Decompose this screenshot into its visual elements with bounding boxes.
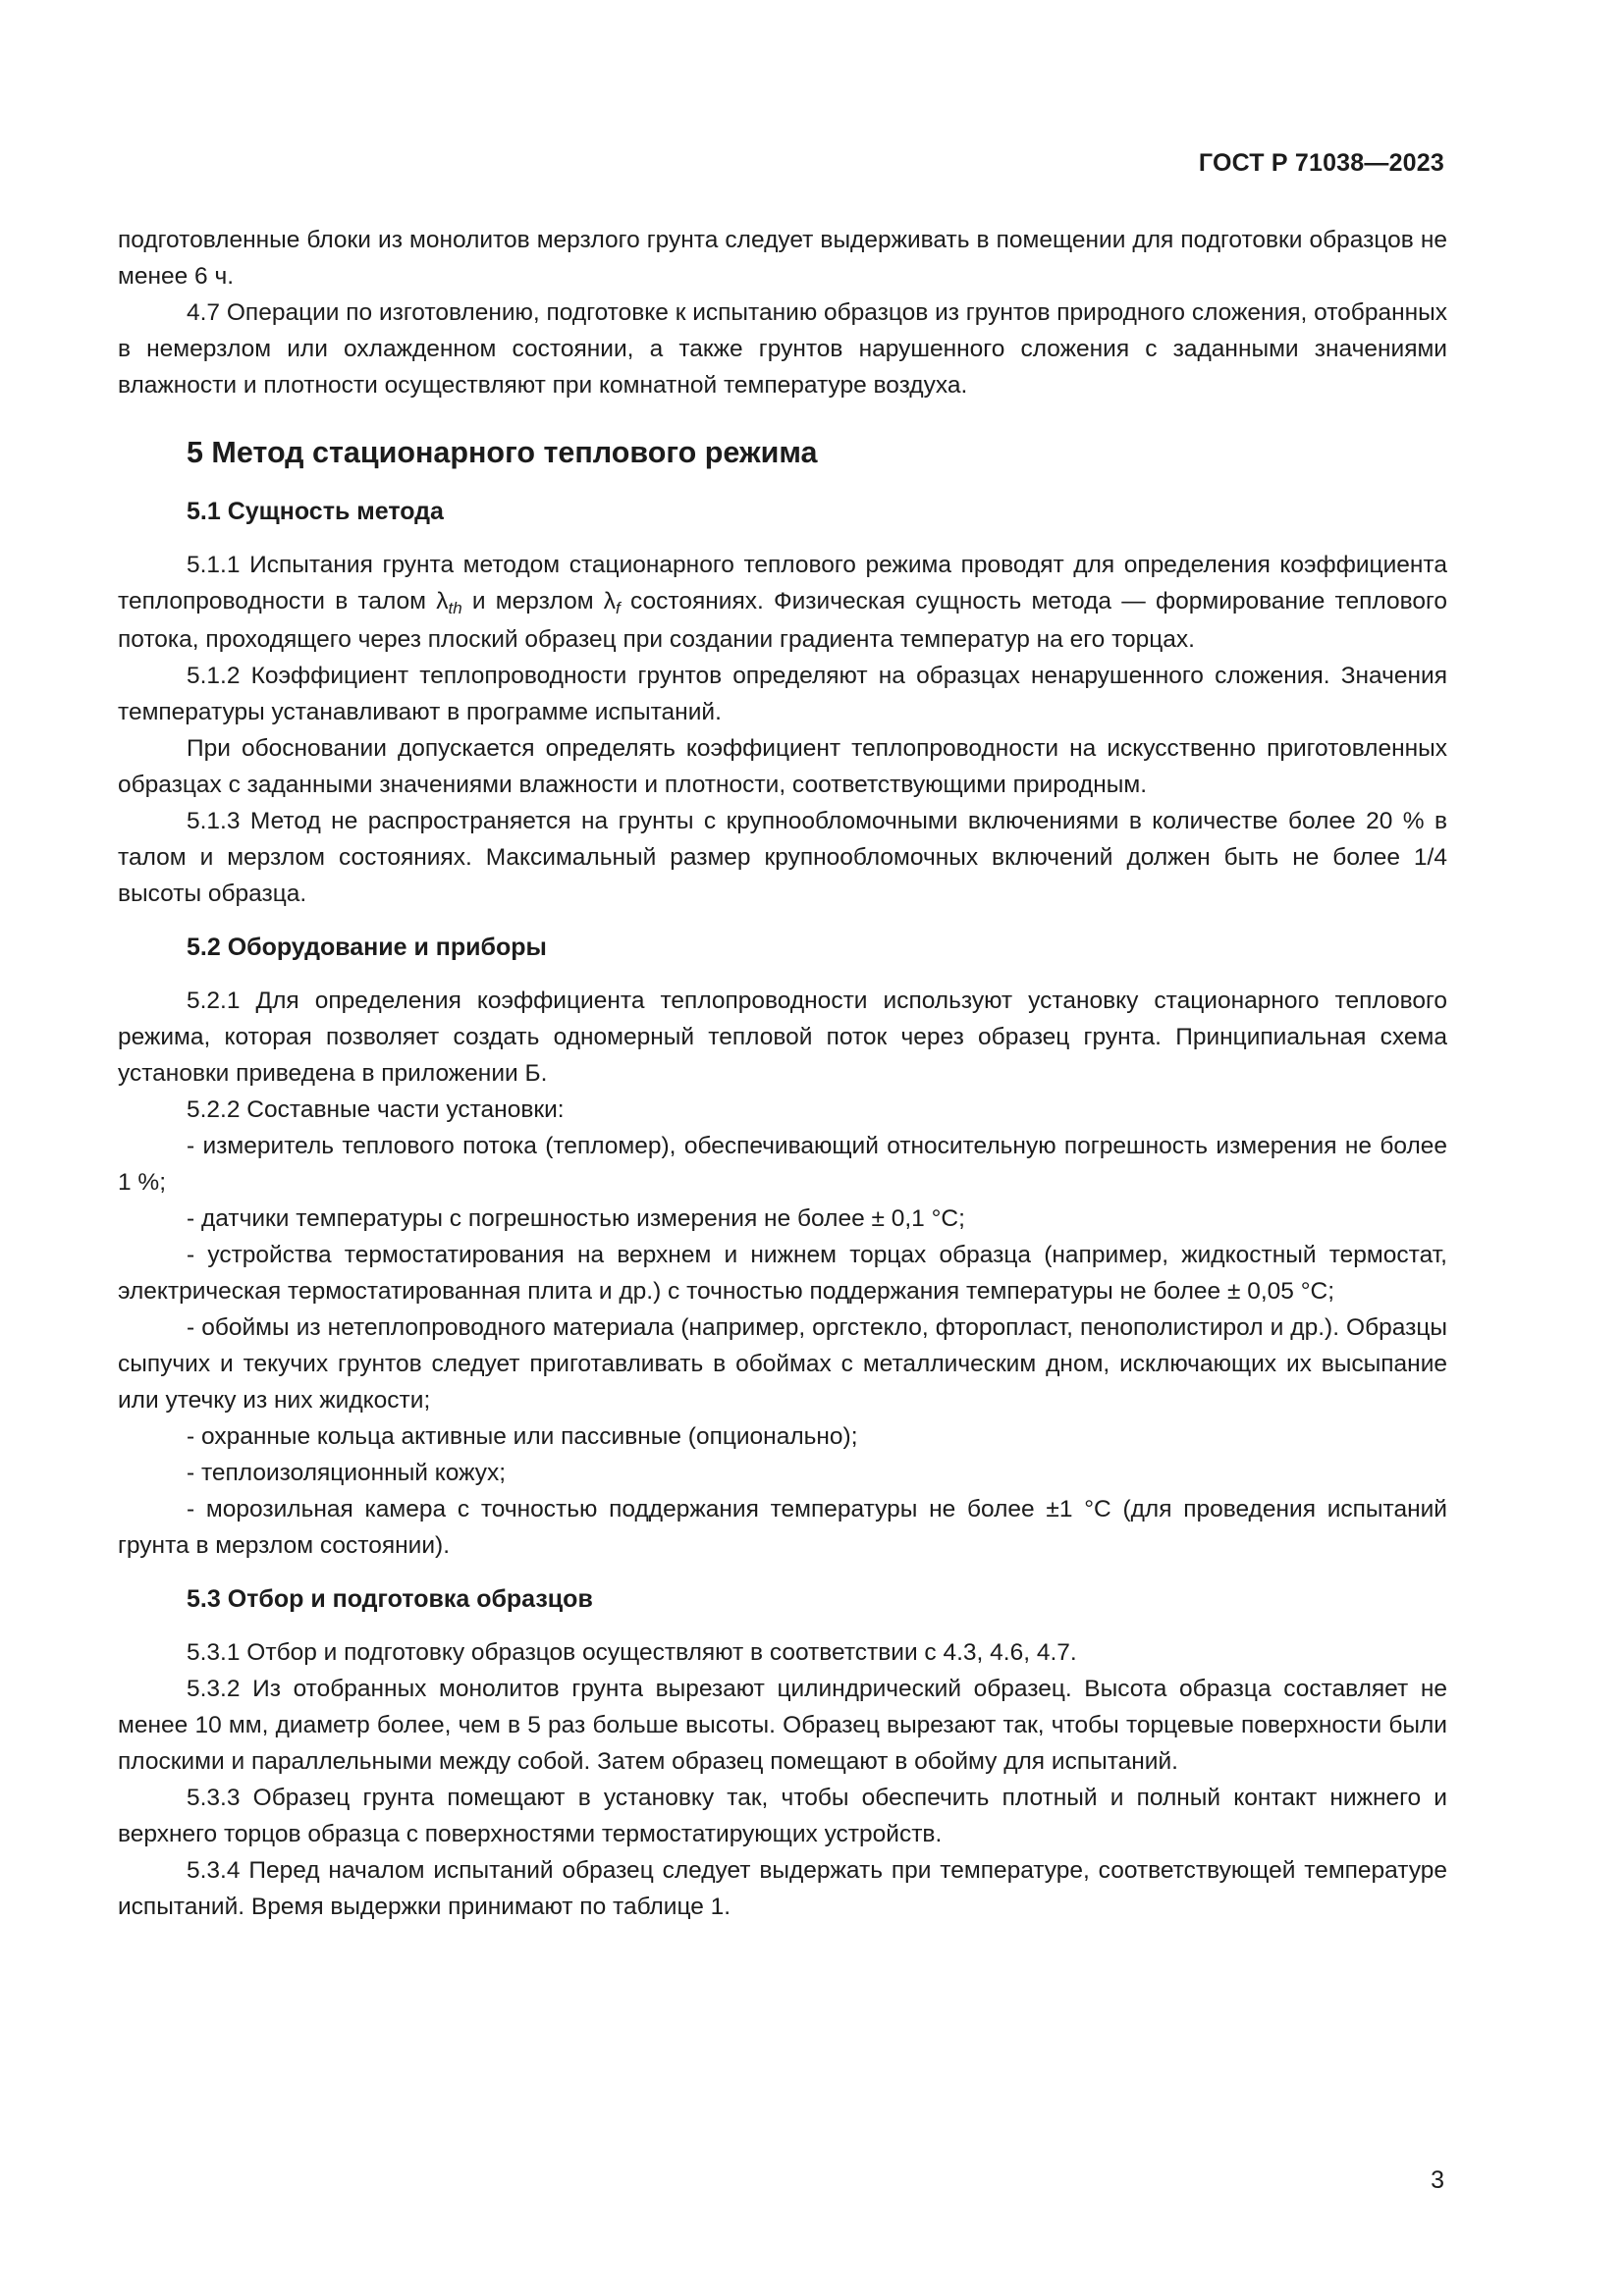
paragraph-5-2-2: 5.2.2 Составные части установки: xyxy=(187,1096,565,1123)
paragraph-5-2-1: 5.2.1 Для определения коэффициента теплопроводности используют установку стационарного теплового режима, которая позволяет создать одномерный тепловой поток через образец грунта. Принципиальная схема установки приведена в приложении Б. xyxy=(118,988,1447,1087)
list-item: - измеритель теплового потока (тепломер), обеспечивающий относительную погрешность измерения не более 1 %; xyxy=(118,1133,1447,1196)
list-item: - охранные кольца активные или пассивные (опционально); xyxy=(187,1423,858,1450)
subscript-th: th xyxy=(448,599,462,617)
paragraph-5-1-1-part-a: 5.1.1 Испытания грунта методом стационарного теплового режима проводят для определения коэффициента теплопроводности в талом xyxy=(118,552,1447,614)
paragraph-5-1-3: 5.1.3 Метод не распространяется на грунты с крупнообломочными включениями в количестве более 20 % в талом и мерзлом состояниях. Максимальный размер крупнообломочных включений должен быть не более 1/4 высоты образца. xyxy=(118,808,1447,907)
subsection-5-1-heading: 5.1 Сущность метода xyxy=(187,498,444,525)
paragraph-5-3-2: 5.3.2 Из отобранных монолитов грунта вырезают цилиндрический образец. Высота образца составляет не менее 10 мм, диаметр более, чем в 5 раз больше высоты. Образец вырезают так, чтобы торцевые поверхности были плоскими и параллельными между собой. Затем образец помещают в обойму для испытаний. xyxy=(118,1676,1447,1775)
subscript-f: f xyxy=(616,599,621,617)
paragraph-5-1-1-part-c: состояниях. Физическая сущность метода — формирование теплового потока, проходящего через плоский образец при создании градиента температур на его торцах. xyxy=(118,588,1447,653)
section-5-heading: 5 Метод стационарного теплового режима xyxy=(187,436,818,469)
lambda-symbol: λ xyxy=(436,588,449,614)
paragraph-5-1-2: 5.1.2 Коэффициент теплопроводности грунтов определяют на образцах ненарушенного сложения. Значения температуры устанавливают в программе испытаний. xyxy=(118,663,1447,725)
paragraph-5-3-1: 5.3.1 Отбор и подготовку образцов осуществляют в соответствии с 4.3, 4.6, 4.7. xyxy=(187,1639,1077,1666)
paragraph-continuation: подготовленные блоки из монолитов мерзлого грунта следует выдерживать в помещении для подготовки образцов не менее 6 ч. xyxy=(118,227,1447,290)
paragraph-5-3-3: 5.3.3 Образец грунта помещают в установку так, чтобы обеспечить плотный и полный контакт нижнего и верхнего торцов образца с поверхностями термостатирующих устройств. xyxy=(118,1785,1447,1847)
paragraph-4-7: 4.7 Операции по изготовлению, подготовке к испытанию образцов из грунтов природного сложения, отобранных в немерзлом или охлажденном состоянии, а также грунтов нарушенного сложения с заданными значениями влажности и плотности осуществляют при комнатной температуре воздуха. xyxy=(118,299,1447,399)
paragraph-5-1-1-part-b: и мерзлом xyxy=(461,588,604,614)
list-item: - устройства термостатирования на верхнем и нижнем торцах образца (например, жидкостный термостат, электрическая термостатированная плита и др.) с точностью поддержания температуры не более ± 0,05 °C; xyxy=(118,1242,1447,1305)
paragraph-5-3-4: 5.3.4 Перед началом испытаний образец следует выдержать при температуре, соответствующей температуре испытаний. Время выдержки принимают по таблице 1. xyxy=(118,1857,1447,1920)
document-id-header: ГОСТ Р 71038—2023 xyxy=(1198,149,1444,177)
document-body xyxy=(118,222,1447,1925)
subsection-5-3-heading: 5.3 Отбор и подготовка образцов xyxy=(187,1585,593,1613)
lambda-symbol: λ xyxy=(603,588,617,614)
subsection-5-2-heading: 5.2 Оборудование и приборы xyxy=(187,934,547,961)
paragraph-5-1-2-justification: При обосновании допускается определять коэффициент теплопроводности на искусственно приготовленных образцах с заданными значениями влажности и плотности, соответствующими природным. xyxy=(118,735,1447,798)
page-number: 3 xyxy=(1431,2166,1444,2194)
list-item: - датчики температуры с погрешностью измерения не более ± 0,1 °C; xyxy=(187,1205,965,1232)
paragraph-5-1-1 xyxy=(118,547,1447,658)
list-item: - теплоизоляционный кожух; xyxy=(187,1460,507,1486)
list-item: - морозильная камера с точностью поддержания температуры не более ±1 °C (для проведения испытаний грунта в мерзлом состоянии). xyxy=(118,1496,1447,1559)
list-item: - обоймы из нетеплопроводного материала (например, оргстекло, фторопласт, пенополистирол и др.). Образцы сыпучих и текучих грунтов следует приготавливать в обоймах с металлическим дном, исключающих их высыпание или утечку из них жидкости; xyxy=(118,1314,1447,1414)
